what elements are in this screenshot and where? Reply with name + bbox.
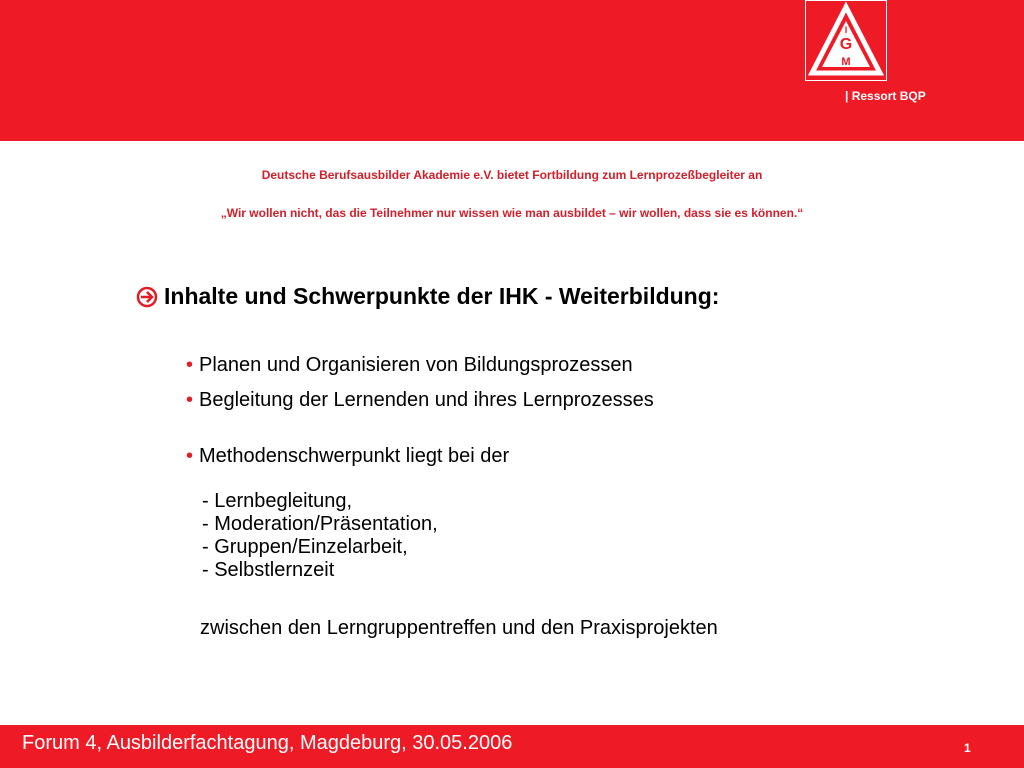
sublist-item: - Moderation/Präsentation,: [202, 513, 438, 535]
section-heading-text: Inhalte und Schwerpunkte der IHK - Weiterbildung:: [164, 283, 720, 309]
bullet-text: Planen und Organisieren von Bildungsprozessen: [199, 354, 633, 376]
section-heading: [136, 283, 719, 310]
bullet-item: [186, 445, 509, 468]
bullet-item: [186, 354, 633, 377]
closing-text: zwischen den Lerngruppentreffen und den Praxisprojekten: [200, 617, 718, 639]
sublist-item: - Gruppen/Einzelarbeit,: [202, 536, 408, 558]
subtitle-quote: „Wir wollen nicht, das die Teilnehmer nur wissen wie man ausbildet – wir wollen, dass sie es können.“: [220, 206, 804, 220]
svg-text:I: I: [844, 25, 848, 35]
sublist-item: - Lernbegleitung,: [202, 490, 353, 512]
igm-logo-icon: [806, 1, 886, 80]
footer-event-text: Forum 4, Ausbilderfachtagung, Magdeburg, 30.05.2006: [22, 732, 513, 754]
sublist-item: - Selbstlernzeit: [202, 559, 335, 581]
ressort-label: | Ressort BQP: [845, 89, 926, 103]
footer-bar: [0, 725, 1024, 768]
subtitle-academy: Deutsche Berufsausbilder Akademie e.V. bietet Fortbildung zum Lernprozeßbegleiter an: [261, 168, 763, 182]
svg-text:M: M: [841, 56, 851, 68]
bullet-item: [186, 389, 654, 412]
bullet-dot-icon: •: [186, 389, 194, 411]
bullet-dot-icon: •: [186, 354, 194, 376]
circle-arrow-icon: [136, 286, 158, 308]
page-number: 1: [964, 741, 971, 755]
igm-logo: [805, 0, 887, 81]
method-sublist: [202, 490, 438, 582]
bullet-text: Begleitung der Lernenden und ihres Lernprozesses: [199, 389, 654, 411]
svg-text:G: G: [839, 36, 853, 53]
header-bar: [0, 0, 1024, 141]
bullet-dot-icon: •: [186, 445, 194, 467]
bullet-text: Methodenschwerpunkt liegt bei der: [199, 445, 510, 467]
